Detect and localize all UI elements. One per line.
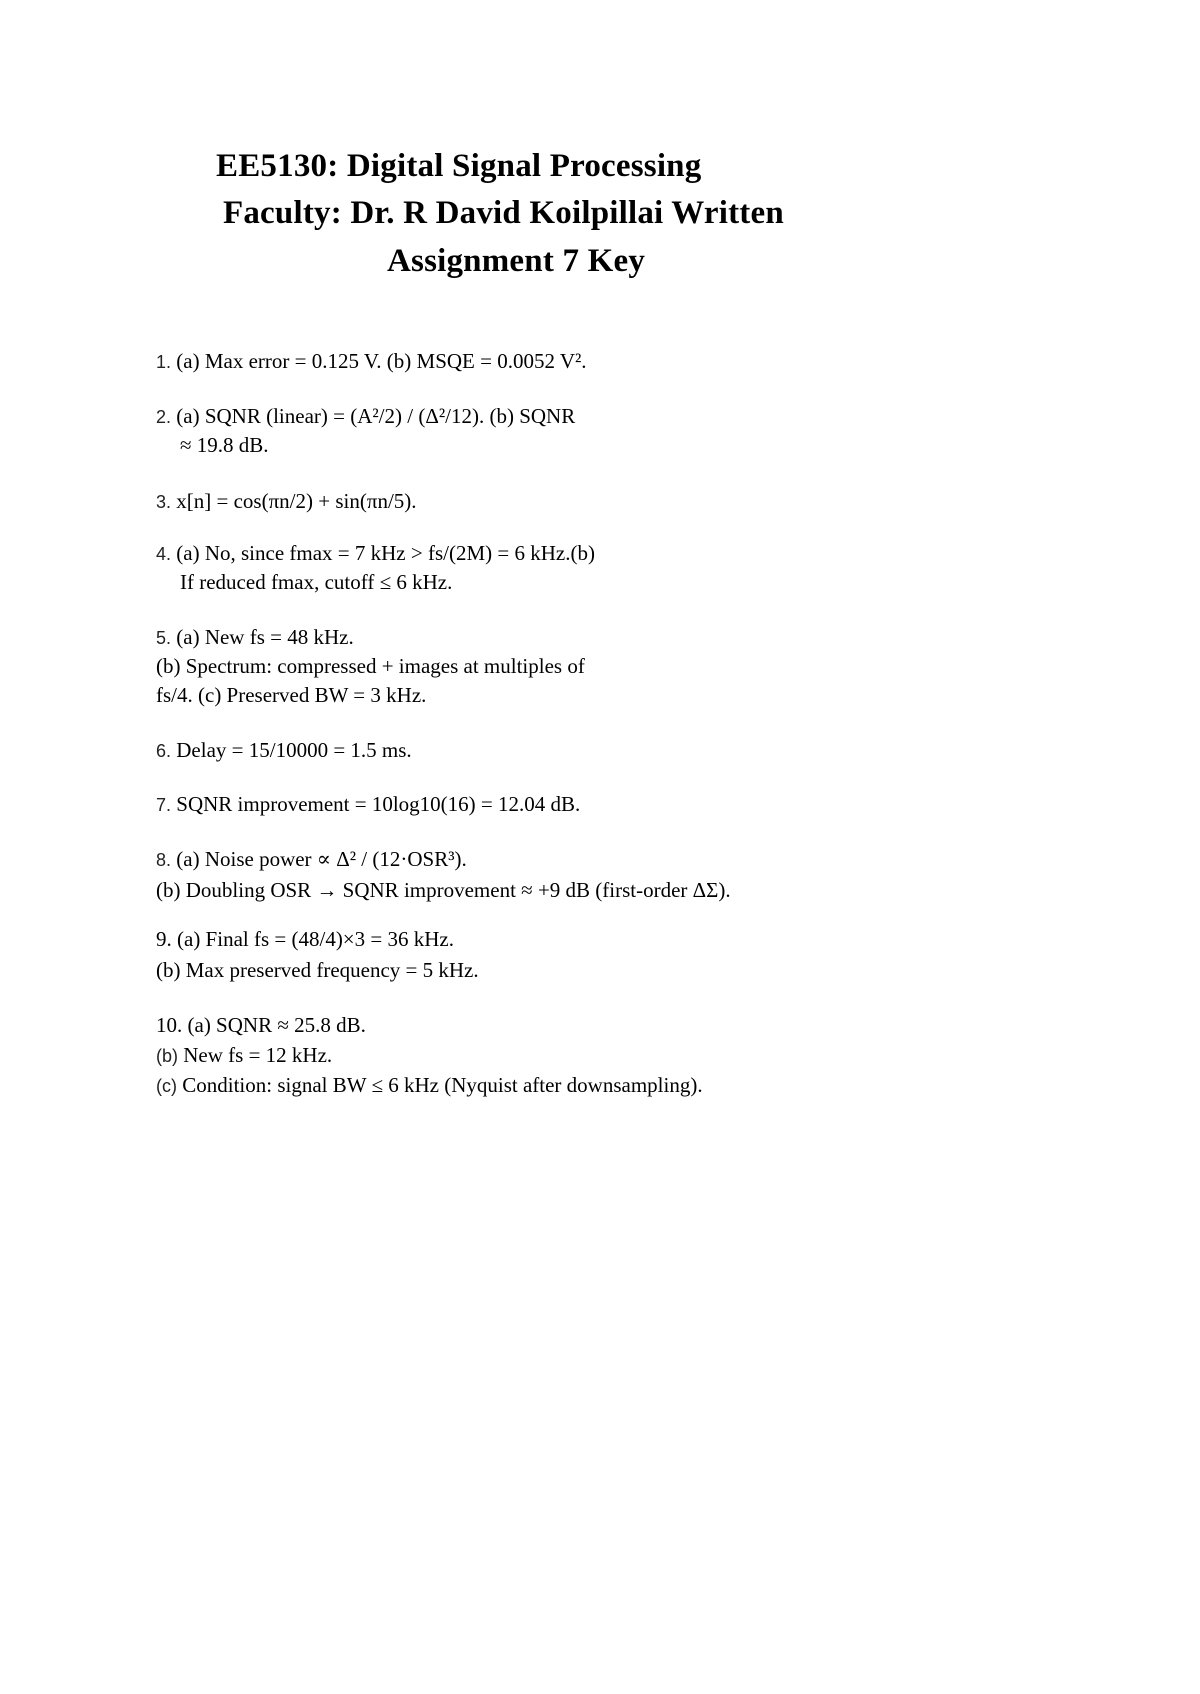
answer-8-line-1 [156, 849, 467, 870]
answer-2-line-2: ≈ 19.8 dB. [180, 433, 269, 457]
document-title-course: EE5130: Digital Signal Processing [216, 148, 702, 184]
answer-7-number: 7. [156, 795, 172, 815]
answer-5-line-1 [156, 627, 354, 648]
answer-6-number: 6. [156, 741, 172, 761]
answer-5-text-1: (a) New fs = 48 kHz. [176, 625, 354, 649]
answer-10-number: 10. [156, 1013, 183, 1037]
answer-10-text-2: New fs = 12 kHz. [183, 1043, 333, 1067]
answer-2-text-1: (a) SQNR (linear) = (A²/2) / (Δ²/12). (b) SQNR [176, 404, 576, 428]
answer-10-sublabel-b: (b) [156, 1046, 178, 1066]
answer-6-text: Delay = 15/10000 = 1.5 ms. [176, 738, 412, 762]
answer-8-text-1: (a) Noise power ∝ Δ² / (12·OSR³). [176, 847, 467, 871]
answer-7-text: SQNR improvement = 10log10(16) = 12.04 dB. [176, 792, 581, 816]
answer-10-line-1 [156, 1015, 366, 1036]
answer-1-text: (a) Max error = 0.125 V. (b) MSQE = 0.0052 V². [176, 349, 587, 373]
answer-4-line-2: If reduced fmax, cutoff ≤ 6 kHz. [180, 570, 453, 594]
answer-4-line-1 [156, 543, 595, 564]
answer-6-line-1 [156, 740, 412, 761]
answer-9-line-1 [156, 929, 454, 950]
answer-5-line-3: fs/4. (c) Preserved BW = 3 kHz. [156, 683, 427, 707]
answer-5-line-2: (b) Spectrum: compressed + images at multiples of [156, 654, 585, 678]
answer-10-line-3 [156, 1075, 703, 1096]
answer-3-line-1 [156, 491, 417, 512]
answer-1-number: 1. [156, 352, 172, 372]
answer-9-number: 9. [156, 927, 172, 951]
answer-8-line-2: (b) Doubling OSR → SQNR improvement ≈ +9 dB (first-order ΔΣ). [156, 878, 731, 902]
answer-4-text-1: (a) No, since fmax = 7 kHz > fs/(2M) = 6 kHz.(b) [176, 541, 595, 565]
answer-4-number: 4. [156, 544, 172, 564]
answer-10-text-1: (a) SQNR ≈ 25.8 dB. [187, 1013, 366, 1037]
answer-10-sublabel-c: (c) [156, 1076, 177, 1096]
document-title-assignment: Assignment 7 Key [387, 243, 646, 279]
answer-1-line-1 [156, 351, 587, 372]
answer-8-number: 8. [156, 850, 172, 870]
answer-10-text-3: Condition: signal BW ≤ 6 kHz (Nyquist after downsampling). [182, 1073, 703, 1097]
answer-2-number: 2. [156, 407, 172, 427]
answer-3-number: 3. [156, 492, 172, 512]
document-title-faculty: Faculty: Dr. R David Koilpillai Written [223, 195, 784, 231]
answer-5-number: 5. [156, 628, 172, 648]
answer-2-line-1 [156, 406, 575, 427]
answer-3-text: x[n] = cos(πn/2) + sin(πn/5). [176, 489, 417, 513]
answer-7-line-1 [156, 794, 580, 815]
answer-10-line-2 [156, 1045, 332, 1066]
answer-9-line-2: (b) Max preserved frequency = 5 kHz. [156, 958, 479, 982]
answer-9-text-1: (a) Final fs = (48/4)×3 = 36 kHz. [177, 927, 454, 951]
